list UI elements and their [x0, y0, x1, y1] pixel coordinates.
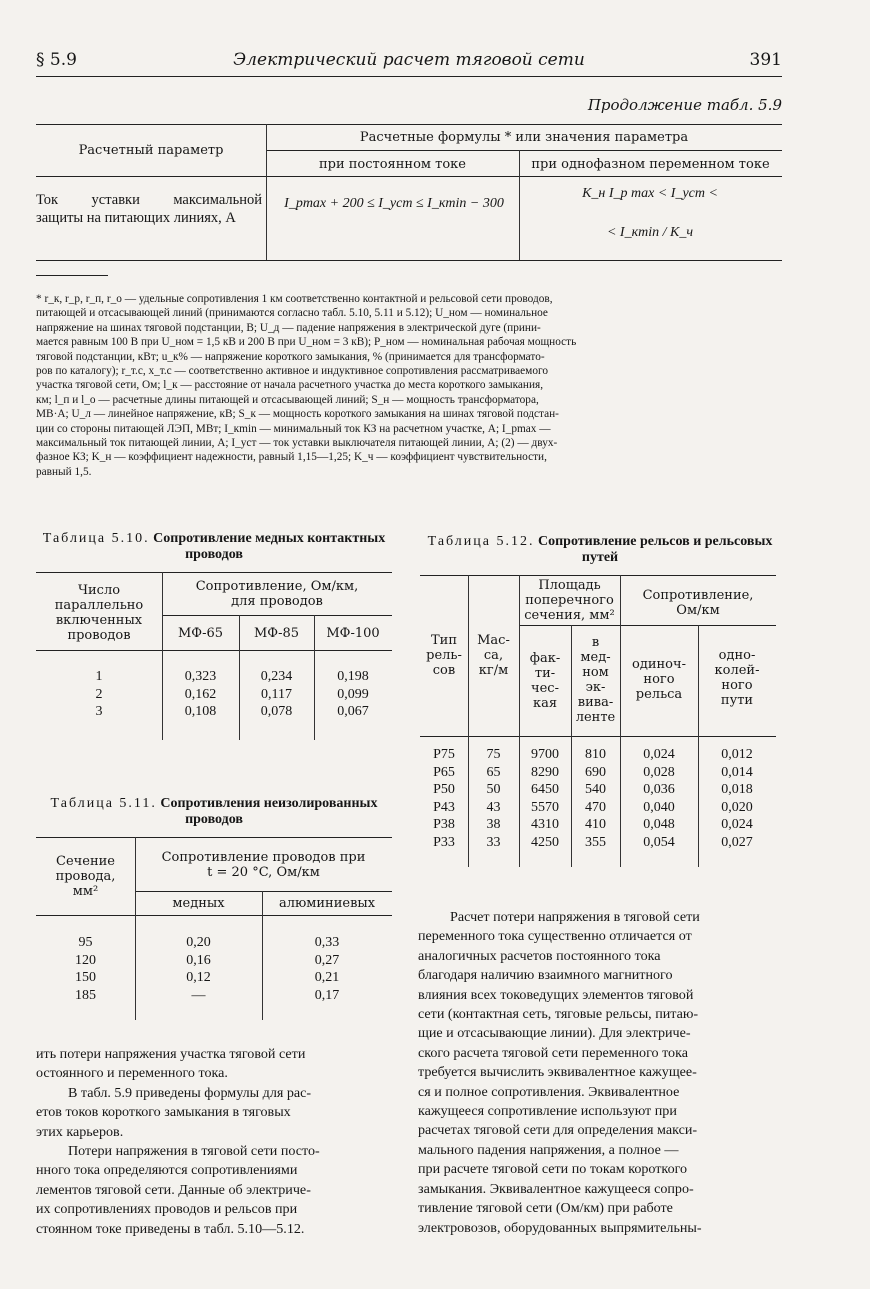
table-cell: 0,028 — [643, 764, 675, 780]
header-copper-equivalent — [571, 635, 620, 725]
header-line: включенных — [55, 613, 143, 628]
caption-title: Сопротивления неизолированных проводов — [160, 796, 378, 827]
header-line: колей- — [714, 663, 760, 678]
text-line: благодаря наличию взаимного магнитного — [418, 967, 673, 984]
header-type — [420, 633, 468, 678]
table-rule — [36, 572, 392, 573]
header-count — [36, 583, 162, 643]
table-cell: 0,21 — [314, 970, 340, 985]
table-cell: 690 — [585, 764, 606, 780]
table-cell: 0,33 — [314, 935, 340, 950]
table-cell: 1 — [95, 669, 103, 684]
header-rule — [36, 76, 782, 77]
table-rule — [36, 176, 782, 177]
table-cell: 0,018 — [721, 782, 753, 797]
text-line: аналогичных расчетов постоянного тока — [418, 947, 661, 964]
table-cell: 0,234 — [260, 669, 293, 684]
table-cell: 65 — [486, 764, 501, 780]
table-caption — [420, 534, 780, 566]
table-cell: 185 — [75, 987, 96, 1003]
text-line: ского расчета тяговой сети переменного тока — [418, 1044, 688, 1061]
table-cell: 4310 — [531, 817, 559, 832]
text-line: их сопротивлениях проводов и рельсов при — [36, 1201, 298, 1218]
table-cell: — — [191, 987, 206, 1003]
table-rule — [36, 124, 782, 125]
text-line: требуется вычислить эквивалентное кажущее- — [418, 1064, 697, 1081]
column-copper-equivalent — [571, 746, 620, 851]
table-cell: 0,040 — [643, 799, 675, 815]
table-cell: 5570 — [531, 799, 559, 815]
text-line: мального падения напряжения, а полное — — [418, 1141, 679, 1158]
table-cell: 0,054 — [643, 834, 675, 850]
table-cell: 0,198 — [337, 669, 369, 684]
header-copper: медных — [172, 896, 225, 911]
header-line: параллельно — [54, 598, 144, 613]
footnote-line: питающей и отсасывающей линий (принимаются согласно табл. 5.10, 5.11 и 5.12); U_ном — номинальное — [36, 307, 548, 320]
running-header — [36, 48, 782, 76]
header-line: ном — [582, 665, 609, 680]
table-cell: 150 — [75, 970, 96, 985]
column-single-rail — [620, 746, 698, 851]
header-resistance — [620, 588, 776, 618]
table-cell: Р50 — [433, 782, 455, 797]
table-cell: 0,036 — [643, 782, 675, 797]
table-cell: 95 — [78, 935, 93, 950]
table-cell: 0,078 — [260, 704, 293, 719]
footnote-line: мается равным 100 В при U_ном = 1,5 кВ и 200 В при U_ном = 3 кВ); P_ном — номинальная рабочая мощность — [36, 336, 577, 349]
caption-prefix: Таблица 5.10. — [42, 531, 150, 546]
footnote-line: ров по каталогу); r_т.с, x_т.с — соответственно активное и индуктивное сопротивления рассматриваемого — [36, 365, 548, 378]
text-line: переменного тока существенно отличается от — [418, 928, 692, 945]
text-line: электровозов, оборудованных выпрямительны- — [418, 1219, 702, 1236]
header-single-track — [698, 648, 776, 708]
table-cell: 6450 — [531, 782, 559, 797]
text-line: лементов тяговой сети. Данные об электриче- — [36, 1181, 311, 1198]
column-mass — [468, 746, 519, 851]
column-actual — [519, 746, 571, 851]
header-line: Сечение — [56, 854, 115, 869]
header-line: провода, — [55, 869, 116, 884]
table-cell: 0,024 — [643, 747, 675, 762]
text-line: етов токов короткого замыкания в тяговых — [36, 1104, 291, 1121]
text-line: этих карьеров. — [36, 1123, 124, 1140]
table-cell: 9700 — [531, 747, 559, 762]
table-cell: 0,20 — [186, 935, 211, 950]
header-resistance — [162, 579, 392, 609]
text-line: ить потери напряжения участка тяговой сети — [36, 1046, 306, 1062]
footnote-line: км; l_п и l_о — расчетные длины питающей и отсасывающей линий; S_н — мощность трансформатора, — [36, 393, 539, 406]
header-line: рель- — [426, 648, 462, 663]
header-line: t = 20 °C, Ом/км — [207, 865, 320, 880]
table-cell: Р65 — [433, 764, 455, 780]
footnote-line: тяговой подстанции, кВт; u_к% — напряжение короткого замыкания, % (принимается для трансформато- — [36, 350, 545, 363]
footnote-line: участка тяговой сети, Ом; l_к — расстояние от начала расчетного участка до места короткого замыкания, — [36, 379, 544, 392]
table-cell: Р75 — [433, 747, 455, 762]
table-rule — [36, 837, 392, 838]
column-count — [36, 668, 162, 721]
header-line: ного — [643, 672, 675, 687]
section-number: § 5.9 — [36, 50, 77, 70]
text-line: при расчете тяговой сети по токам короткого — [418, 1161, 688, 1178]
header-line: одно- — [718, 648, 756, 663]
header-actual — [519, 651, 571, 711]
column-mf100 — [314, 668, 392, 721]
header-line: ного — [721, 678, 753, 693]
header-section — [36, 854, 135, 899]
header-line: пути — [720, 693, 754, 708]
table-rule — [36, 650, 392, 651]
text-line: расчетах тяговой сети для определения макси- — [418, 1122, 698, 1139]
header-area — [519, 578, 620, 623]
header-line: Сопротивление, — [642, 588, 754, 603]
table-cell: 120 — [75, 952, 96, 968]
table-continuation-label: Продолжение табл. 5.9 — [587, 96, 782, 114]
header-line: в — [591, 635, 600, 650]
table-cell: 540 — [585, 782, 606, 797]
table-cell: 0,099 — [337, 686, 369, 702]
header-resistance — [135, 850, 392, 880]
running-title: Электрический расчет тяговой сети — [233, 50, 585, 70]
table-cell: 0,024 — [721, 817, 753, 832]
text-line: остоянного и переменного тока. — [36, 1065, 228, 1082]
table-cell: 810 — [585, 747, 606, 762]
table-cell: 75 — [486, 747, 501, 762]
table-cell: 33 — [486, 834, 501, 850]
column-aluminum — [262, 934, 392, 1004]
header-dc: при постоянном токе — [318, 157, 466, 172]
text-line: нного тока определяются сопротивлениями — [36, 1162, 298, 1179]
table-cell: 0,027 — [721, 834, 753, 850]
header-aluminum: алюминиевых — [278, 896, 376, 911]
header-formulas: Расчетные формулы * или значения параметра — [359, 130, 689, 145]
header-line: чес- — [531, 681, 559, 696]
header-line: мм² — [72, 884, 99, 899]
column-single-track — [698, 746, 776, 851]
footnote-line: ции со стороны питающей ЛЭП, МВт; I_кmin — минимальный ток КЗ на расчетном участке, А; I_pmax — — [36, 422, 551, 435]
table-cell: 410 — [585, 817, 606, 832]
footnote-line: МВ·А; U_л — линейное напряжение, кВ; S_к — мощность короткого замыкания на шинах тяговой подстан- — [36, 408, 559, 421]
header-line: ти- — [534, 666, 556, 681]
column-mf85 — [239, 668, 314, 721]
caption-title: Сопротивление медных контактных проводов — [153, 531, 386, 562]
header-line: кая — [532, 696, 558, 711]
header-line: вива- — [577, 695, 614, 710]
caption-prefix: Таблица 5.12. — [427, 534, 535, 549]
footnote-rule — [36, 275, 108, 276]
header-line: Тип — [431, 633, 457, 648]
header-line: сов — [432, 663, 456, 678]
table-cell: 470 — [585, 799, 606, 815]
table-cell: 0,117 — [261, 686, 292, 702]
column-type — [420, 746, 468, 851]
table-cell: 8290 — [531, 764, 559, 780]
table-cell: 0,27 — [314, 952, 340, 968]
table-cell: 38 — [486, 817, 501, 832]
row-param — [36, 192, 262, 227]
footnote-line: напряжение на шинах тяговой подстанции, В; U_д — падение напряжения в электрической дуге (прини- — [36, 321, 541, 334]
table-cell: 3 — [95, 704, 103, 719]
header-line: Сопротивление проводов при — [161, 850, 366, 865]
formula-ac-line2: < I_кmin / K_ч — [606, 225, 694, 240]
table-cell: 2 — [95, 686, 103, 702]
header-ac: при однофазном переменном токе — [531, 157, 770, 172]
text-line: сети (контактная сеть, тяговые рельсы, питаю- — [418, 1006, 699, 1023]
table-cell: Р38 — [433, 817, 455, 832]
header-line: поперечного — [525, 593, 614, 608]
text-line: Потери напряжения в тяговой сети посто- — [68, 1143, 320, 1160]
table-cell: 0,12 — [186, 970, 211, 985]
table-cell: 0,012 — [721, 747, 753, 762]
table-cell: 4250 — [531, 834, 559, 850]
header-line: ленте — [575, 710, 616, 725]
header-line: проводов — [67, 628, 131, 643]
formula-ac-line1: K_н I_p max < I_уст < — [582, 186, 718, 201]
table-cell: 0,16 — [186, 952, 211, 968]
header-line: Мас- — [477, 633, 510, 648]
table-cell: 355 — [585, 834, 606, 850]
formula-dc: I_pmax + 200 ≤ I_уст ≤ I_кmin − 300 — [284, 196, 504, 211]
header-mf100: МФ-100 — [326, 626, 380, 641]
footnote-line: равный 1,5. — [36, 465, 92, 478]
header-line: одиноч- — [632, 657, 686, 672]
table-rule — [162, 615, 392, 616]
footnote — [36, 292, 782, 479]
header-line: эк- — [585, 680, 606, 695]
right-column-text — [418, 908, 776, 1238]
header-mf85: МФ-85 — [253, 626, 300, 641]
text-line: стоянном токе приведены в табл. 5.10—5.12. — [36, 1220, 305, 1237]
text-line: тивление тяговой сети (Ом/км) при работе — [418, 1200, 673, 1217]
table-caption — [36, 796, 392, 828]
caption-prefix: Таблица 5.11. — [50, 796, 157, 811]
footnote-line: * r_к, r_р, r_п, r_о — удельные сопротивления 1 км соответственно контактной и рельсовой сети проводов, — [36, 293, 553, 305]
header-line: фак- — [529, 651, 561, 666]
text-line: замыкания. Эквивалентное кажущееся сопро- — [418, 1180, 694, 1197]
header-line: рельса — [635, 687, 683, 702]
row-param-line: защиты на питающих линиях, А — [36, 209, 236, 226]
header-mass — [468, 633, 519, 678]
table-cell: 0,108 — [184, 704, 217, 719]
table-rule — [519, 625, 776, 626]
table-rule — [135, 891, 392, 892]
row-param-line: Ток уставки максимальной — [36, 192, 262, 208]
table-rule — [36, 915, 392, 916]
footnote-line: максимальный ток питающей линии, А; I_уст — ток уставки выключателя питающей линии, А; (2) — двух- — [36, 437, 558, 450]
text-line: Расчет потери напряжения в тяговой сети — [450, 909, 700, 925]
table-cell: 0,162 — [184, 686, 217, 702]
header-line: сечения, мм² — [524, 608, 615, 623]
table-cell: Р33 — [433, 834, 455, 850]
header-line: Сопротивление, Ом/км, — [195, 579, 359, 594]
column-section — [36, 934, 135, 1004]
text-line: ся и полное сопротивления. Эквивалентное — [418, 1083, 680, 1100]
table-cell: 0,17 — [314, 987, 340, 1003]
table-cell: 0,048 — [643, 817, 675, 832]
text-line: В табл. 5.9 приведены формулы для рас- — [68, 1084, 312, 1101]
footnote-line: фазное КЗ; K_н — коэффициент надежности, равный 1,15—1,25; K_ч — коэффициент чувствительности, — [36, 451, 547, 464]
table-cell: 0,020 — [721, 799, 753, 815]
header-line: Площадь — [538, 578, 601, 593]
header-line: мед- — [580, 650, 611, 665]
text-line: влияния всех токоведущих элементов тяговой — [418, 986, 694, 1003]
header-line: для проводов — [231, 594, 323, 609]
table-cell: 50 — [486, 782, 501, 797]
text-line: кажущееся сопротивление используют при — [418, 1103, 677, 1120]
left-column-text — [36, 1045, 392, 1239]
header-single-rail — [620, 657, 698, 702]
table-cell: 0,014 — [721, 764, 753, 780]
table-cell: 43 — [486, 799, 501, 815]
header-mf65: МФ-65 — [177, 626, 224, 641]
text-line: щие и отсасывающие линии). Для электриче- — [418, 1025, 691, 1042]
table-rule — [420, 575, 776, 576]
header-line: Число — [77, 583, 121, 598]
table-rule — [420, 736, 776, 737]
header-line: са, — [483, 648, 504, 663]
page-number: 391 — [749, 50, 782, 70]
table-rule — [36, 260, 782, 261]
table-cell: Р43 — [433, 799, 455, 815]
header-param: Расчетный параметр — [78, 143, 224, 158]
column-mf65 — [162, 668, 239, 721]
table-caption — [36, 531, 392, 563]
caption-title: Сопротивление рельсов и рельсовых путей — [538, 534, 773, 565]
header-line: кг/м — [478, 663, 509, 678]
table-cell: 0,323 — [184, 669, 217, 684]
column-copper — [135, 934, 262, 1004]
table-cell: 0,067 — [337, 704, 369, 719]
table-rule — [266, 150, 782, 151]
header-line: Ом/км — [676, 603, 720, 618]
